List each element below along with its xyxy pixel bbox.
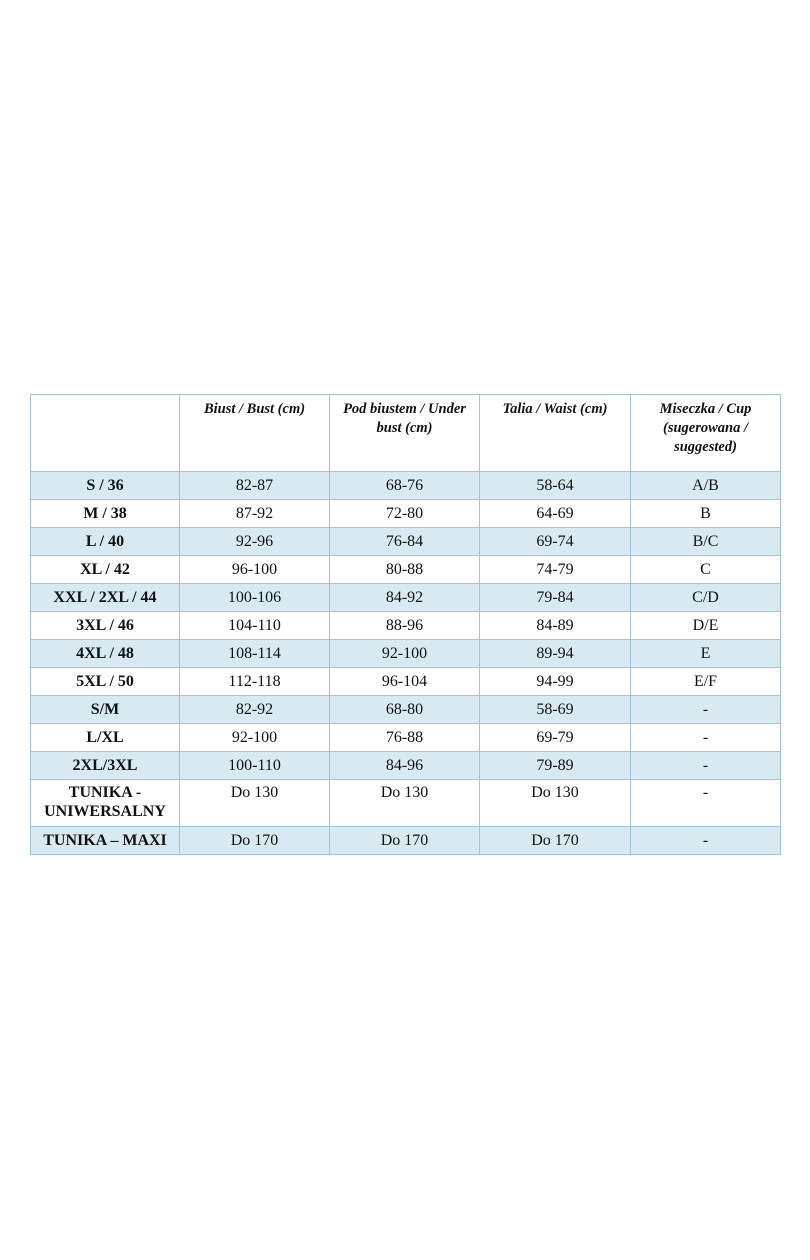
header-cell-bust: Biust / Bust (cm): [180, 395, 330, 472]
cup-cell: -: [631, 780, 781, 827]
bust-cell: 82-92: [180, 696, 330, 724]
cup-cell: C/D: [631, 584, 781, 612]
under-bust-cell: 96-104: [330, 668, 480, 696]
under-bust-cell: 84-92: [330, 584, 480, 612]
under-bust-cell: 72-80: [330, 500, 480, 528]
table-row: [31, 780, 781, 827]
cup-cell: A/B: [631, 472, 781, 500]
waist-cell: 94-99: [480, 668, 631, 696]
cup-cell: C: [631, 556, 781, 584]
waist-cell: 79-89: [480, 752, 631, 780]
under-bust-cell: Do 130: [330, 780, 480, 827]
header-cell-under-bust: Pod biustem / Under bust (cm): [330, 395, 480, 472]
under-bust-cell: 92-100: [330, 640, 480, 668]
table-row: [31, 500, 781, 528]
table-row: [31, 696, 781, 724]
bust-cell: 100-106: [180, 584, 330, 612]
size-cell: XXL / 2XL / 44: [31, 584, 180, 612]
header-cell-cup: Miseczka / Cup (sugerowana / suggested): [631, 395, 781, 472]
header-cell-size: [31, 395, 180, 472]
waist-cell: Do 170: [480, 827, 631, 855]
waist-cell: 69-74: [480, 528, 631, 556]
cup-cell: E/F: [631, 668, 781, 696]
size-cell: L / 40: [31, 528, 180, 556]
size-cell: 2XL/3XL: [31, 752, 180, 780]
size-cell: L/XL: [31, 724, 180, 752]
header-row: [31, 395, 781, 472]
table-row: [31, 668, 781, 696]
table-row: [31, 528, 781, 556]
size-cell: 3XL / 46: [31, 612, 180, 640]
bust-cell: 100-110: [180, 752, 330, 780]
cup-cell: E: [631, 640, 781, 668]
waist-cell: 69-79: [480, 724, 631, 752]
waist-cell: 89-94: [480, 640, 631, 668]
under-bust-cell: 76-88: [330, 724, 480, 752]
bust-cell: 112-118: [180, 668, 330, 696]
bust-cell: 104-110: [180, 612, 330, 640]
cup-cell: -: [631, 752, 781, 780]
bust-cell: 92-100: [180, 724, 330, 752]
table-row: [31, 472, 781, 500]
size-cell: TUNIKA – MAXI: [31, 827, 180, 855]
table-row: [31, 556, 781, 584]
size-cell: M / 38: [31, 500, 180, 528]
size-cell: XL / 42: [31, 556, 180, 584]
size-cell: 5XL / 50: [31, 668, 180, 696]
under-bust-cell: 80-88: [330, 556, 480, 584]
cup-cell: -: [631, 724, 781, 752]
under-bust-cell: 88-96: [330, 612, 480, 640]
waist-cell: 74-79: [480, 556, 631, 584]
waist-cell: Do 130: [480, 780, 631, 827]
bust-cell: 82-87: [180, 472, 330, 500]
table-row: [31, 612, 781, 640]
cup-cell: -: [631, 696, 781, 724]
bust-cell: Do 170: [180, 827, 330, 855]
bust-cell: Do 130: [180, 780, 330, 827]
waist-cell: 84-89: [480, 612, 631, 640]
header-cell-waist: Talia / Waist (cm): [480, 395, 631, 472]
table-row: [31, 724, 781, 752]
size-cell: 4XL / 48: [31, 640, 180, 668]
bust-cell: 96-100: [180, 556, 330, 584]
bust-cell: 108-114: [180, 640, 330, 668]
cup-cell: -: [631, 827, 781, 855]
size-cell: S/M: [31, 696, 180, 724]
bust-cell: 87-92: [180, 500, 330, 528]
waist-cell: 79-84: [480, 584, 631, 612]
table-row: [31, 752, 781, 780]
size-chart-table: [30, 394, 781, 855]
waist-cell: 64-69: [480, 500, 631, 528]
under-bust-cell: 68-80: [330, 696, 480, 724]
waist-cell: 58-69: [480, 696, 631, 724]
cup-cell: B/C: [631, 528, 781, 556]
bust-cell: 92-96: [180, 528, 330, 556]
size-cell: TUNIKA - UNIWERSALNY: [31, 780, 180, 827]
table-row: [31, 640, 781, 668]
size-cell: S / 36: [31, 472, 180, 500]
cup-cell: D/E: [631, 612, 781, 640]
waist-cell: 58-64: [480, 472, 631, 500]
cup-cell: B: [631, 500, 781, 528]
under-bust-cell: 76-84: [330, 528, 480, 556]
table-row: [31, 584, 781, 612]
under-bust-cell: 68-76: [330, 472, 480, 500]
under-bust-cell: Do 170: [330, 827, 480, 855]
under-bust-cell: 84-96: [330, 752, 480, 780]
table-row: [31, 827, 781, 855]
